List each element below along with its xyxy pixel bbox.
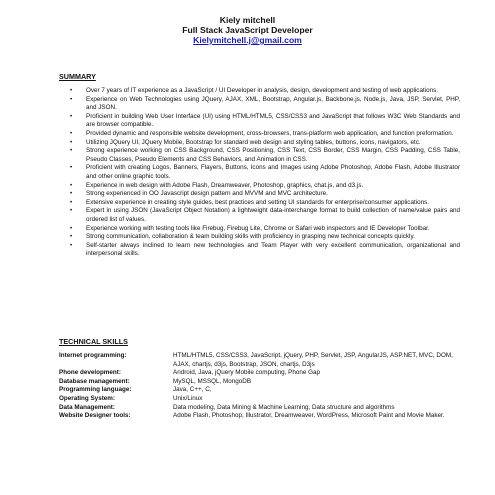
summary-item: • Provided dynamic and responsible website development, cross-browsers, trans-platform web application, and function preformation. xyxy=(60,130,460,139)
summary-item: • Self-starter always inclined to learn new technologies and Team Player with very excellent communication, organizational and interpersonal skills. xyxy=(60,242,460,259)
skill-value: Android, Java, jQuery Mobile computing, Phone Gap xyxy=(173,369,321,377)
skill-value: Unix/Linux xyxy=(173,394,203,402)
skill-value: Java, C++, C, xyxy=(173,386,212,394)
summary-heading: SUMMARY xyxy=(59,72,96,81)
email-link[interactable]: Kielymitchell.j@gmail.com xyxy=(193,35,302,45)
summary-item: • Extensive experience in creating style guides, best practices and setting UI standards for enterprise/consumer applications. xyxy=(60,199,460,208)
summary-item: • Strong experience working on CSS Background, CSS Positioning, CSS Text, CSS Border, CSS Margin, CSS Padding, CSS Table, Pseudo Classes, Pseudo Elements and CSS Behaviors, and Animation in CSS. xyxy=(60,147,460,164)
candidate-title: Full Stack JavaScript Developer xyxy=(182,25,313,35)
summary-item: • Strong experienced in OO Javascript design pattern and MVVM and MVC architecture. xyxy=(60,190,460,199)
skill-row xyxy=(59,386,461,395)
skill-row xyxy=(59,395,461,404)
summary-item: • Strong communication, collaboration & team building skills with proficiency in grasping new technical concepts quickly. xyxy=(60,233,460,242)
summary-item: • Experience on Web Technologies using JQuery, AJAX, XML, Bootstrap, Angular.js, Backbone.js, Node.js, Java, JSP, Servlet, PHP, and JSON. xyxy=(60,96,460,113)
skill-label: Operating System: xyxy=(59,394,115,402)
summary-item: • Expert in using JSON (JavaScript Object Notation) a lightweight data-interchange format to build collection of name/value pairs and ordered list of values. xyxy=(60,207,460,224)
skill-value: MySQL, MSSQL, MongoDB xyxy=(173,377,252,385)
skill-value: Adobe Flash, Photoshop, Illustrator, Dreamweaver, WordPress, Microsoft Paint and Movie Maker. xyxy=(173,412,445,420)
skill-row xyxy=(59,369,461,378)
summary-item: • Proficient with creating Logos, Banners, Flayers, Buttons, Icons and Images using Adobe Photoshop, Adobe Flash, Adobe Illustrator and other online graphic tools. xyxy=(60,164,460,181)
summary-list xyxy=(60,87,460,259)
technical-skills-heading: TECHNICAL SKILLS xyxy=(59,337,128,346)
technical-skills-table xyxy=(59,352,461,421)
skill-label: Database management: xyxy=(59,377,130,385)
skill-label: Phone development: xyxy=(59,369,121,377)
skill-row xyxy=(59,378,461,387)
skill-label: Website Designer tools: xyxy=(59,412,131,420)
skill-row xyxy=(59,412,461,421)
summary-item: • Utilizing JQuery UI, JQuery Mobile, Bootstrap for standard web design and styling tables, buttons, icons, navigators, etc. xyxy=(60,139,460,148)
skill-row xyxy=(59,404,461,413)
summary-item: • Experience working with testing tools like Firebug, Firebug Lite, Chrome or Safari web inspectors and IE Developer Toolbar. xyxy=(60,225,460,234)
skill-label: Internet programming: xyxy=(59,352,127,359)
skill-label: Data Management: xyxy=(59,403,115,411)
candidate-name: Kiely mitchell xyxy=(219,15,276,25)
skill-value: HTML/HTML5, CSS/CSS3, JavaScript, jQuery, PHP, Servlet, JSP, AngularJS, ASP.NET, MVC, DOM, AJAX, chartjs, d3js, Bootstrap, JSON, chartjs, D3js xyxy=(173,352,453,368)
resume-header xyxy=(0,15,495,45)
summary-item: • Over 7 years of IT experience as a JavaScript / UI Developer in analysis, design, development and testing of web applications. xyxy=(60,87,460,96)
summary-item: • Experience in web design with Adobe Flash, Dreamweaver, Photoshop, graphics, chat.js, and d3.js. xyxy=(60,182,460,191)
summary-item: • Proficient in building Web User Interface (UI) using HTML/HTML5, CSS/CSS3 and JavaScript that follows W3C Web Standards and are browser compatible. xyxy=(60,113,460,130)
skill-value: Data modeling, Data Mining & Machine Learning, Data structure and algorithms xyxy=(173,403,395,411)
skill-label: Programming language: xyxy=(59,386,132,394)
skill-row xyxy=(59,352,461,369)
